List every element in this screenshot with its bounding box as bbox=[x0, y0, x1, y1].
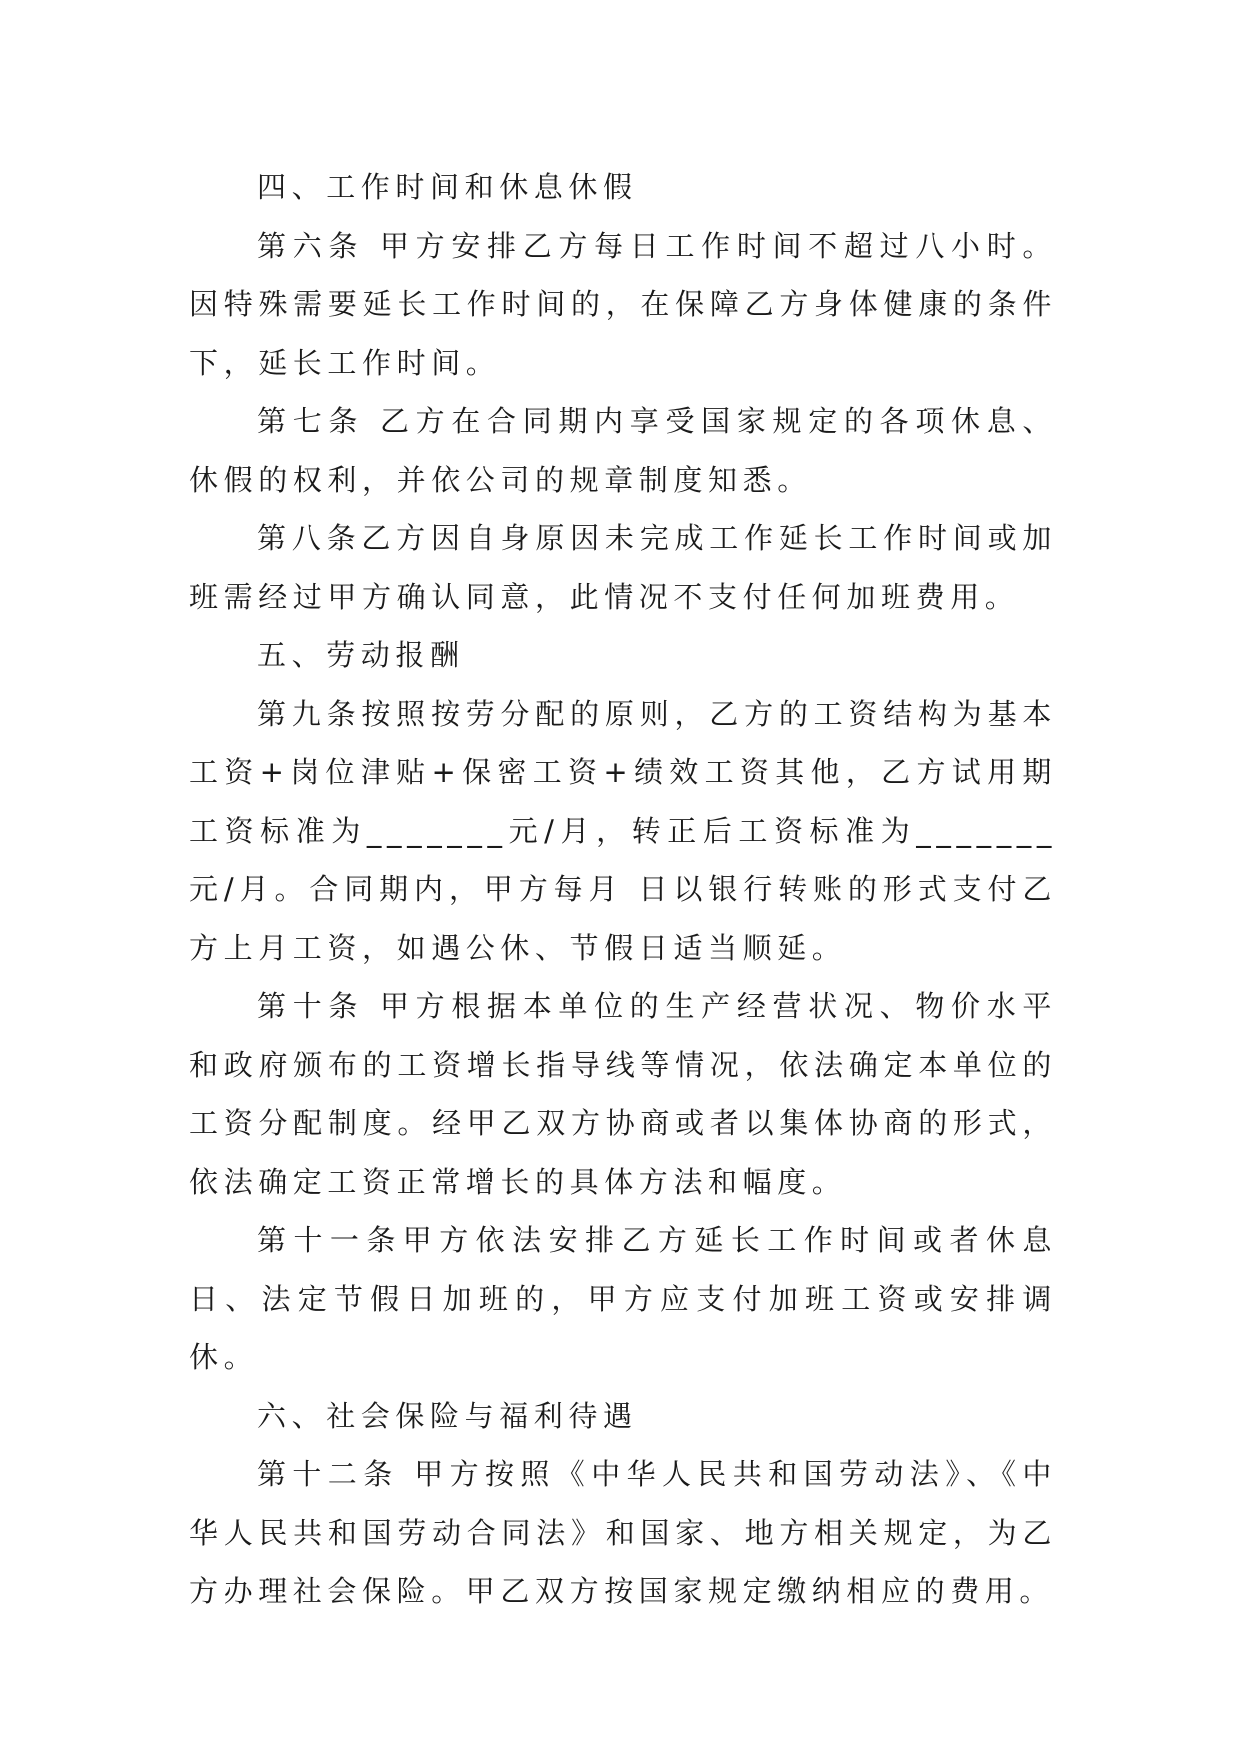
article-10: 第十条 甲方根据本单位的生产经营状况、物价水平和政府颁布的工资增长指导线等情况，依法确定本单位的工资分配制度。经甲乙双方协商或者以集体协商的形式，依法确定工资正常增长的具体方法和幅度。 bbox=[189, 989, 1057, 1199]
article-9: 第九条按照按劳分配的原则，乙方的工资结构为基本工资+岗位津贴+保密工资+绩效工资其他，乙方试用期工资标准为_______元/月，转正后工资标准为_______元/月。合同期内，甲方每月 日以银行转账的形式支付乙方上月工资，如遇公休、节假日适当顺延。 bbox=[189, 696, 1057, 965]
article-6: 第六条 甲方安排乙方每日工作时间不超过八小时。因特殊需要延长工作时间的，在保障乙方身体健康的条件下，延长工作时间。 bbox=[189, 228, 1057, 380]
article-7: 第七条 乙方在合同期内享受国家规定的各项休息、休假的权利，并依公司的规章制度知悉。 bbox=[189, 404, 1057, 497]
document-body bbox=[189, 158, 1057, 1621]
section-heading-social-insurance: 六、社会保险与福利待遇 bbox=[257, 1398, 638, 1433]
section-heading-remuneration: 五、劳动报酬 bbox=[257, 638, 465, 672]
article-8: 第八条乙方因自身原因未完成工作延长工作时间或加班需经过甲方确认同意，此情况不支付任何加班费用。 bbox=[189, 521, 1057, 614]
article-12: 第十二条 甲方按照《中华人民共和国劳动法》、《中华人民共和国劳动合同法》和国家、地方相关规定，为乙方办理社会保险。甲乙双方按国家规定缴纳相应的费用。 bbox=[189, 1457, 1057, 1608]
article-11: 第十一条甲方依法安排乙方延长工作时间或者休息日、法定节假日加班的，甲方应支付加班工资或安排调休。 bbox=[189, 1223, 1057, 1374]
section-heading-work-hours: 四、工作时间和休息休假 bbox=[257, 170, 638, 204]
